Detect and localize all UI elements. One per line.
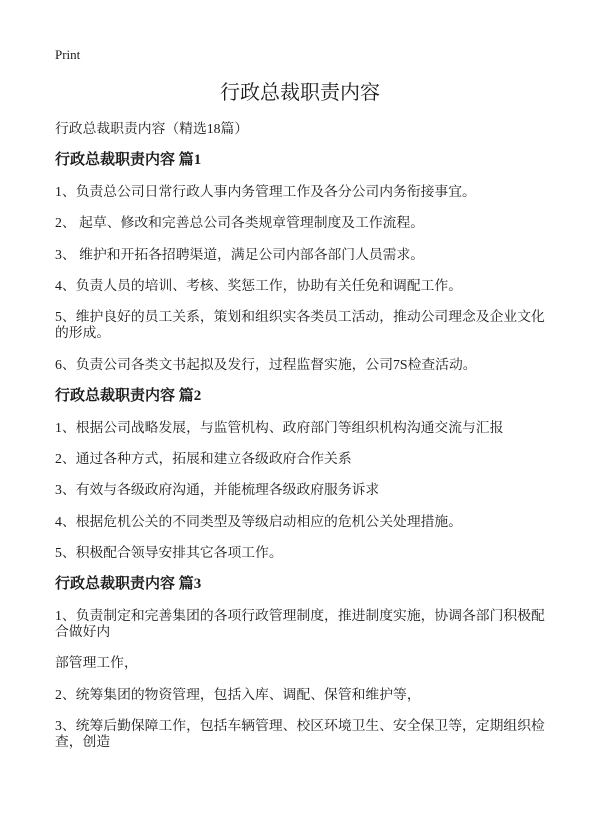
paragraph-line: 3、统筹后勤保障工作，包括车辆管理、校区环境卫生、安全保卫等，定期组织检 — [55, 718, 545, 734]
paragraph — [55, 514, 575, 530]
paragraph — [55, 718, 575, 750]
paragraph-line: 2、通过各种方式，拓展和建立各级政府合作关系 — [55, 450, 352, 466]
document-body — [55, 121, 575, 750]
section-2 — [55, 388, 575, 561]
paragraph-line: 合做好内 — [55, 623, 111, 639]
paragraph — [55, 278, 575, 294]
section-heading: 行政总裁职责内容 篇1 — [55, 152, 202, 169]
paragraph-line: 3、 维护和开拓各招聘渠道，满足公司内部各部门人员需求。 — [55, 246, 425, 262]
paragraph — [55, 482, 575, 498]
paragraph-line: 4、根据危机公关的不同类型及等级启动相应的危机公关处理措施。 — [55, 513, 463, 529]
paragraph — [55, 545, 575, 561]
paragraph-line: 1、负责制定和完善集团的各项行政管理制度，推进制度实施，协调各部门积极配 — [55, 607, 545, 623]
paragraph — [55, 608, 575, 640]
document-subtitle: 行政总裁职责内容（精选18篇） — [55, 121, 249, 136]
section-heading: 行政总裁职责内容 篇3 — [55, 576, 202, 593]
paragraph-line: 5、积极配合领导安排其它各项工作。 — [55, 545, 283, 561]
print-link[interactable]: Print — [55, 47, 81, 62]
paragraph — [55, 655, 575, 671]
section-3 — [55, 576, 575, 750]
paragraph — [55, 309, 575, 341]
paragraph — [55, 247, 575, 263]
paragraph-line: 2、统筹集团的物资管理，包括入库、调配、保管和维护等， — [55, 686, 421, 702]
paragraph-line: 1、负责总公司日常行政人事内务管理工作及各分公司内务衔接事宜。 — [55, 183, 476, 199]
paragraph-line: 3、有效与各级政府沟通，并能梳理各级政府服务诉求 — [55, 482, 380, 498]
paragraph-line: 部管理工作， — [55, 655, 138, 671]
paragraph-line: 4、负责人员的培训、考核、奖惩工作，协助有关任免和调配工作。 — [55, 277, 463, 293]
paragraph — [55, 357, 575, 373]
paragraph — [55, 184, 575, 200]
paragraph — [55, 451, 575, 467]
section-1 — [55, 152, 575, 372]
paragraph-line: 1、根据公司战略发展，与监管机构、政府部门等组织机构沟通交流与汇报 — [55, 419, 504, 435]
paragraph-line: 的形成。 — [55, 325, 111, 341]
paragraph — [55, 215, 575, 231]
paragraph — [55, 420, 575, 436]
paragraph — [55, 687, 575, 703]
document-title: 行政总裁职责内容 — [220, 82, 380, 104]
paragraph-line: 5、维护良好的员工关系，策划和组织实各类员工活动，推动公司理念及企业文化 — [55, 309, 545, 325]
paragraph-line: 2、 起草、修改和完善总公司各类规章管理制度及工作流程。 — [55, 215, 425, 231]
paragraph-line: 6、负责公司各类文书起拟及发行，过程监督实施，公司7S检查活动。 — [55, 356, 477, 372]
paragraph-line: 查，创造 — [55, 734, 111, 750]
section-heading: 行政总裁职责内容 篇2 — [55, 388, 202, 405]
